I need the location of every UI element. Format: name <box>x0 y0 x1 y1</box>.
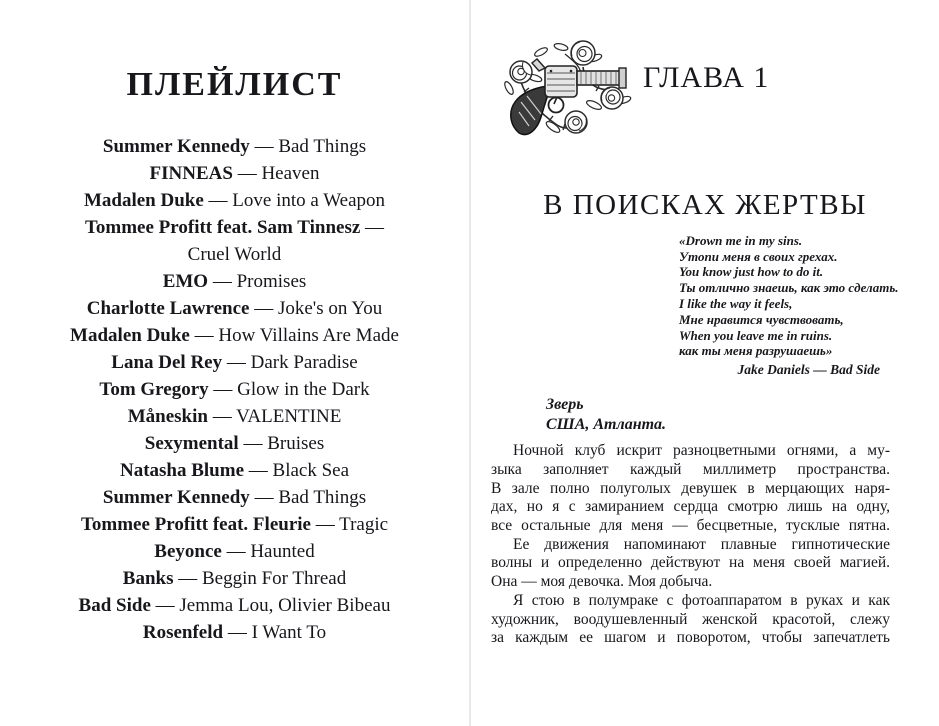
epigraph-line: You know just how to do it. <box>679 264 824 280</box>
playlist-artist: Beyonce <box>154 541 222 563</box>
right-page <box>471 0 939 726</box>
scene-heading-location: США, Атланта. <box>546 415 667 433</box>
playlist-item: Sexymental — Bruises <box>144 433 325 455</box>
playlist-artist: Sexymental <box>144 433 239 455</box>
body-line: Я стою в полумраке с фотоаппаратом в руках и как <box>513 591 890 609</box>
body-line: волны и определенно действуют на меня своей магией. <box>491 554 890 572</box>
chapter-header <box>495 28 939 162</box>
playlist-artist: Summer Kennedy <box>102 487 250 509</box>
body-paragraph <box>491 592 890 648</box>
playlist-artist: Banks <box>122 568 174 590</box>
playlist-item: Tommee Profitt feat. Sam Tinnesz — Cruel World <box>84 217 385 266</box>
playlist-item: Måneskin — VALENTINE <box>127 406 342 428</box>
body-line: Она — моя девочка. Моя добыча. <box>491 573 713 591</box>
epigraph-line: I like the way it feels, <box>679 295 793 311</box>
body-line: дах, но я с замиранием сердца смотрю лишь на одну, <box>491 498 890 516</box>
epigraph-line: When you leave me in ruins. <box>679 327 833 343</box>
body-line: художник, воодушевленный женской красотой, слежу <box>491 610 890 628</box>
body-line: В зале полно полуголых девушек в мерцающих наря- <box>491 479 890 497</box>
playlist-artist: FINNEAS <box>149 163 233 185</box>
playlist-artist: Tommee Profitt feat. Fleurie <box>80 514 311 536</box>
playlist-artist: Lana Del Rey <box>111 352 223 374</box>
epigraph-line: «Drown me in my sins. <box>679 232 803 248</box>
chapter-title: В ПОИСКАХ ЖЕРТВЫ <box>543 189 867 221</box>
body-line: Ночной клуб искрит разноцветными огнями, а му- <box>513 442 890 460</box>
playlist-item: Madalen Duke — How Villains Are Made <box>70 325 399 347</box>
epigraph-line: Утопи меня в своих грехах. <box>679 248 838 264</box>
playlist-item: Tom Gregory — Glow in the Dark <box>99 379 370 401</box>
scene-heading-character: Зверь <box>546 396 584 414</box>
playlist-item: Madalen Duke — Love into a Weapon <box>83 190 386 212</box>
playlist-item: EMO — Promises <box>162 271 307 293</box>
playlist-item: Banks — Beggin For Thread <box>122 568 347 590</box>
chapter-number: ГЛАВА 1 <box>643 61 770 94</box>
playlist-item: Rosenfeld — I Want To <box>142 622 327 644</box>
epigraph-attribution: Jake Daniels — Bad Side <box>737 362 880 378</box>
playlist-item: Natasha Blume — Black Sea <box>119 460 350 482</box>
playlist-item: Summer Kennedy — Bad Things <box>102 136 367 158</box>
playlist-item: Summer Kennedy — Bad Things <box>102 487 367 509</box>
playlist <box>0 133 469 646</box>
playlist-artist: Måneskin <box>127 406 208 428</box>
epigraph-line: Мне нравится чувствовать, <box>679 311 844 327</box>
playlist-artist: Tommee Profitt feat. Sam Tinnesz <box>84 217 361 239</box>
scene-heading <box>546 395 939 434</box>
playlist-item: Charlotte Lawrence — Joke's on You <box>86 298 383 320</box>
body-line: за каждым ее шагом и поворотом, чтобы запечатлеть <box>491 629 890 647</box>
left-page <box>0 0 469 726</box>
revolver-barrel <box>577 68 626 88</box>
body-line: Ее движения напоминают плавные гипнотические <box>513 535 890 553</box>
epigraph-line: как ты меня разрушаешь» <box>679 343 833 359</box>
epigraph <box>679 233 939 359</box>
playlist-item: Lana Del Rey — Dark Paradise <box>111 352 358 374</box>
playlist-artist: Bad Side <box>78 595 151 617</box>
playlist-item: Tommee Profitt feat. Fleurie — Tragic <box>80 514 389 536</box>
playlist-artist: Madalen Duke <box>83 190 204 212</box>
playlist-artist: Tom Gregory <box>99 379 209 401</box>
playlist-artist: EMO <box>162 271 209 293</box>
playlist-artist: Natasha Blume <box>119 460 245 482</box>
playlist-artist: Madalen Duke <box>70 325 190 347</box>
playlist-item: Beyonce — Haunted <box>154 541 315 563</box>
body-line: все остальные для меня — бесцветные, тусклые пятна. <box>491 516 890 534</box>
playlist-item: Bad Side — Jemma Lou, Olivier Bibeau <box>78 595 391 617</box>
chapter-body <box>491 442 890 648</box>
body-paragraph <box>491 536 890 592</box>
revolver-grip <box>511 86 550 135</box>
playlist-artist: Summer Kennedy <box>102 136 250 158</box>
playlist-artist: Charlotte Lawrence <box>86 298 250 320</box>
revolver-roses-icon <box>495 28 633 162</box>
body-line: зыка заполняет каждый миллиметр пространства. <box>491 460 890 478</box>
playlist-item: FINNEAS — Heaven <box>149 163 320 185</box>
playlist-title: ПЛЕЙЛИСТ <box>126 66 343 103</box>
epigraph-line: Ты отлично знаешь, как это сделать. <box>679 280 899 296</box>
playlist-artist: Rosenfeld <box>142 622 224 644</box>
body-paragraph <box>491 442 890 536</box>
